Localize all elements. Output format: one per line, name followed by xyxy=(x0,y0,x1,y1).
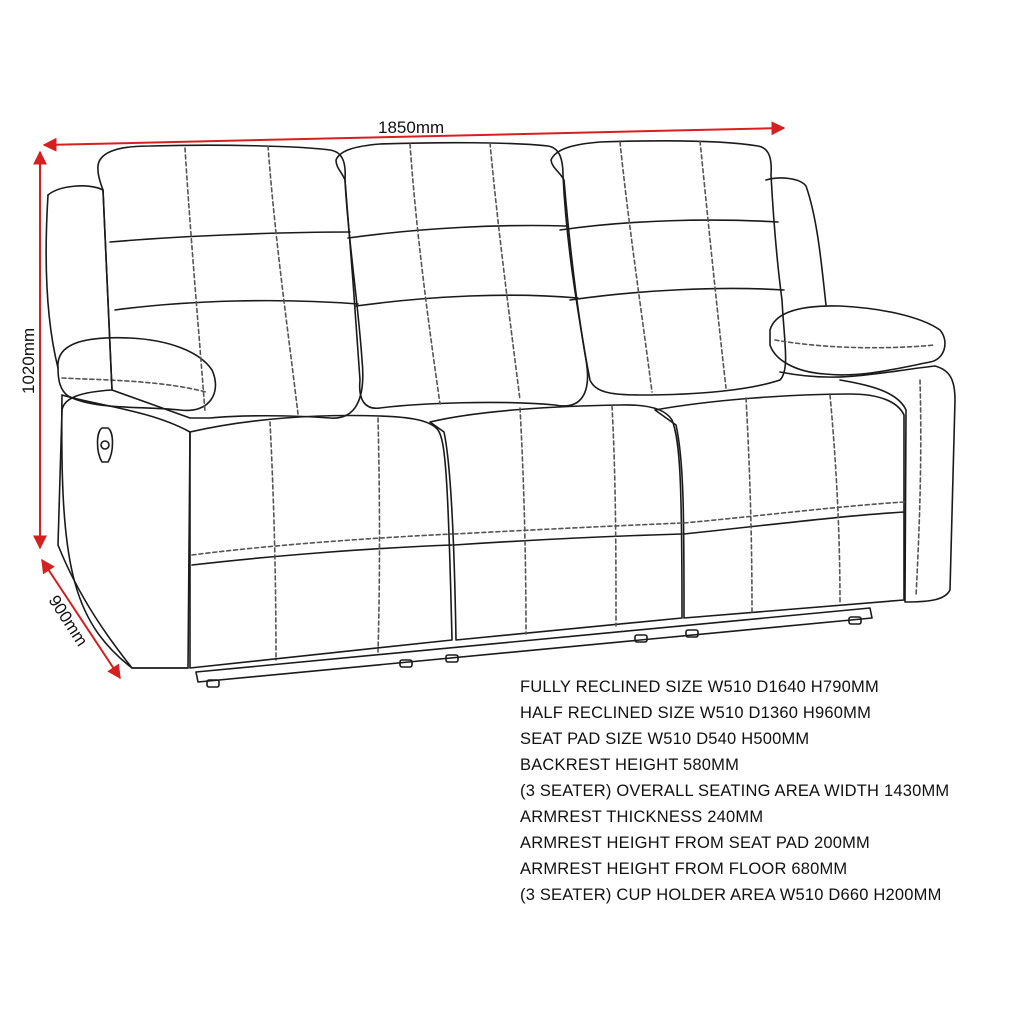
recline-handle-icon xyxy=(98,428,113,462)
sofa-drawing xyxy=(46,141,955,687)
specification-list xyxy=(520,676,949,910)
height-label: 1020mm xyxy=(19,327,38,394)
spec-line: BACKREST HEIGHT 580MM xyxy=(520,756,740,774)
back-cushion-middle xyxy=(336,143,588,409)
spec-line: FULLY RECLINED SIZE W510 D1640 H790MM xyxy=(520,678,879,696)
spec-line: HALF RECLINED SIZE W510 D1360 H960MM xyxy=(520,704,872,722)
right-armrest-stitch xyxy=(916,380,921,596)
seat-cushion-right xyxy=(655,394,904,618)
seat-cushion-stitches xyxy=(192,395,904,660)
depth-arrow xyxy=(42,560,120,678)
back-cushion-stitches xyxy=(185,141,726,414)
dimension-arrows xyxy=(40,128,784,678)
spec-line: ARMREST THICKNESS 240MM xyxy=(520,808,764,826)
width-label: 1850mm xyxy=(378,118,445,137)
right-armrest-top xyxy=(770,306,945,375)
spec-line: (3 SEATER) CUP HOLDER AREA W510 D660 H200MM xyxy=(520,886,942,904)
left-side-panel xyxy=(48,186,188,668)
back-cushion-seams xyxy=(110,220,784,310)
back-cushion-left xyxy=(98,145,363,418)
seat-cushion-seams xyxy=(192,512,904,565)
base-rail xyxy=(196,608,872,682)
seat-cushion-middle xyxy=(430,405,682,640)
right-armrest-front xyxy=(780,366,955,602)
spec-line: ARMREST HEIGHT FROM SEAT PAD 200MM xyxy=(520,834,870,852)
left-armrest-seam xyxy=(62,378,206,392)
spec-line: SEAT PAD SIZE W510 D540 H500MM xyxy=(520,730,810,748)
spec-line: ARMREST HEIGHT FROM FLOOR 680MM xyxy=(520,860,848,878)
back-cushion-right xyxy=(551,141,786,395)
depth-label: 900mm xyxy=(44,591,92,650)
spec-line: (3 SEATER) OVERALL SEATING AREA WIDTH 1430MM xyxy=(520,782,950,800)
left-side-back xyxy=(46,195,58,368)
right-armrest-seam xyxy=(775,340,935,348)
